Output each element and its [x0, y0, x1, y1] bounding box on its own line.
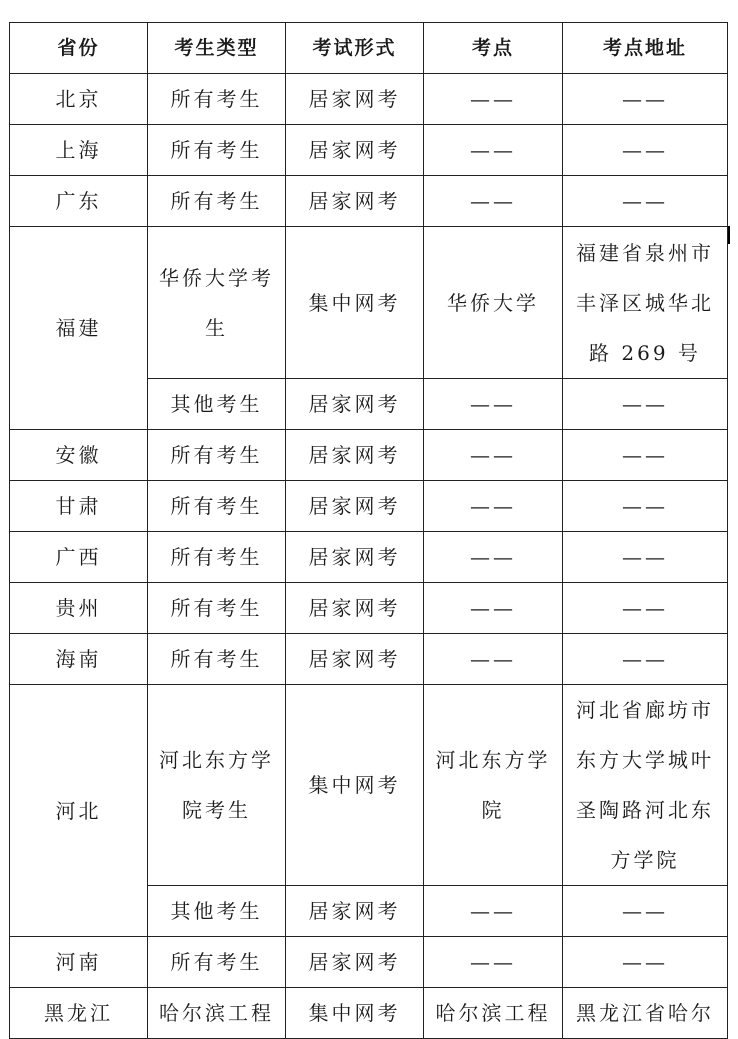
cell-province: 广东	[10, 176, 148, 227]
cell-site-address: ——	[563, 634, 728, 685]
cell-candidate-type: 所有考生	[148, 176, 286, 227]
cell-province: 北京	[10, 74, 148, 125]
cell-exam-site: 华侨大学	[424, 227, 563, 379]
cell-exam-form: 居家网考	[286, 379, 424, 430]
cell-exam-form: 居家网考	[286, 532, 424, 583]
cell-site-address: ——	[563, 176, 728, 227]
cell-province: 河北	[10, 685, 148, 937]
cell-exam-form: 居家网考	[286, 74, 424, 125]
cell-candidate-type: 其他考生	[148, 379, 286, 430]
table-row	[10, 685, 728, 886]
table-row	[10, 430, 728, 481]
cell-exam-site: 哈尔滨工程	[424, 988, 563, 1039]
cell-province: 广西	[10, 532, 148, 583]
cell-site-address: ——	[563, 583, 728, 634]
cell-exam-form: 居家网考	[286, 430, 424, 481]
table-row	[10, 176, 728, 227]
cell-exam-site: ——	[424, 583, 563, 634]
cell-candidate-type: 所有考生	[148, 430, 286, 481]
table-header-row	[10, 23, 728, 74]
header-exam-form: 考试形式	[286, 23, 424, 74]
cell-site-address: ——	[563, 430, 728, 481]
cell-exam-form: 集中网考	[286, 685, 424, 886]
cell-exam-form: 集中网考	[286, 988, 424, 1039]
cell-province: 安徽	[10, 430, 148, 481]
cell-candidate-type: 所有考生	[148, 937, 286, 988]
cell-exam-site: ——	[424, 532, 563, 583]
table-row	[10, 227, 728, 379]
cell-candidate-type: 所有考生	[148, 634, 286, 685]
cell-site-address: ——	[563, 74, 728, 125]
cell-site-address: 河北省廊坊市东方大学城叶圣陶路河北东方学院	[563, 685, 728, 886]
header-candidate-type: 考生类型	[148, 23, 286, 74]
cell-province: 上海	[10, 125, 148, 176]
cell-exam-form: 集中网考	[286, 227, 424, 379]
header-province: 省份	[10, 23, 148, 74]
cell-province: 甘肃	[10, 481, 148, 532]
cell-site-address: ——	[563, 937, 728, 988]
cell-site-address: 福建省泉州市丰泽区城华北路 269 号	[563, 227, 728, 379]
header-exam-site: 考点	[424, 23, 563, 74]
cell-exam-form: 居家网考	[286, 176, 424, 227]
cell-exam-form: 居家网考	[286, 583, 424, 634]
cell-exam-form: 居家网考	[286, 886, 424, 937]
cell-exam-site: ——	[424, 430, 563, 481]
cell-candidate-type: 所有考生	[148, 532, 286, 583]
cell-exam-form: 居家网考	[286, 634, 424, 685]
cell-site-address: ——	[563, 379, 728, 430]
cell-site-address: ——	[563, 532, 728, 583]
cell-province: 福建	[10, 227, 148, 430]
cell-exam-site: ——	[424, 634, 563, 685]
cell-exam-site: ——	[424, 886, 563, 937]
cell-site-address: ——	[563, 886, 728, 937]
cell-province: 河南	[10, 937, 148, 988]
cell-exam-form: 居家网考	[286, 125, 424, 176]
cell-exam-site: ——	[424, 937, 563, 988]
cell-exam-form: 居家网考	[286, 937, 424, 988]
cell-candidate-type: 所有考生	[148, 74, 286, 125]
cell-exam-site: ——	[424, 379, 563, 430]
cell-province: 海南	[10, 634, 148, 685]
cell-province: 贵州	[10, 583, 148, 634]
cell-candidate-type: 所有考生	[148, 125, 286, 176]
text-cursor	[728, 226, 730, 244]
table-row	[10, 532, 728, 583]
cell-exam-form: 居家网考	[286, 481, 424, 532]
cell-exam-site: ——	[424, 481, 563, 532]
cell-candidate-type: 河北东方学院考生	[148, 685, 286, 886]
table-row	[10, 481, 728, 532]
exam-site-table	[9, 22, 728, 1039]
cell-candidate-type: 其他考生	[148, 886, 286, 937]
cell-site-address: ——	[563, 481, 728, 532]
table-row	[10, 125, 728, 176]
cell-candidate-type: 哈尔滨工程	[148, 988, 286, 1039]
cell-province: 黑龙江	[10, 988, 148, 1039]
cell-candidate-type: 所有考生	[148, 583, 286, 634]
cell-candidate-type: 所有考生	[148, 481, 286, 532]
header-site-address: 考点地址	[563, 23, 728, 74]
cell-candidate-type: 华侨大学考生	[148, 227, 286, 379]
cell-exam-site: ——	[424, 74, 563, 125]
cell-site-address: 黑龙江省哈尔	[563, 988, 728, 1039]
table-row	[10, 634, 728, 685]
cell-site-address: ——	[563, 125, 728, 176]
cell-exam-site: 河北东方学院	[424, 685, 563, 886]
table-row	[10, 937, 728, 988]
cell-exam-site: ——	[424, 125, 563, 176]
table-row	[10, 583, 728, 634]
cell-exam-site: ——	[424, 176, 563, 227]
table-row	[10, 74, 728, 125]
table-row	[10, 988, 728, 1039]
